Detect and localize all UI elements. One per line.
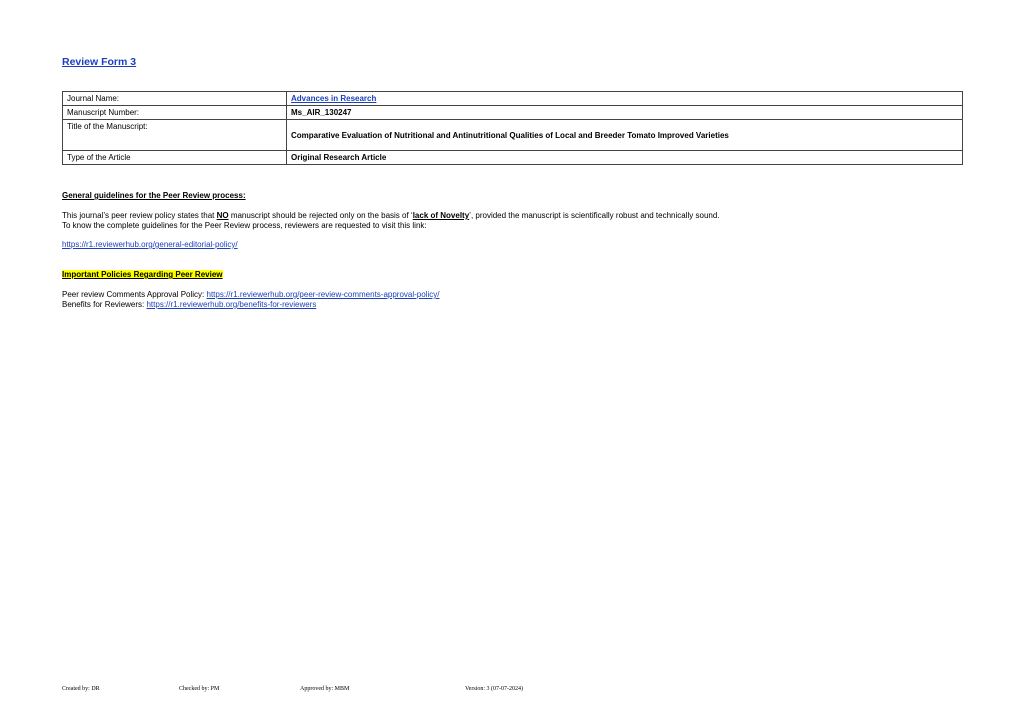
novelty-emphasis: lack of Novelty xyxy=(412,211,470,220)
journal-name-label: Journal Name: xyxy=(63,92,287,106)
guidelines-paragraph xyxy=(62,211,720,231)
manuscript-number-value: Ms_AIR_130247 xyxy=(287,106,963,120)
approval-policy-link[interactable]: https://r1.reviewerhub.org/peer-review-comments-approval-policy/ xyxy=(206,290,440,299)
manuscript-title-label: Title of the Manuscript: xyxy=(63,120,287,151)
article-type-label: Type of the Article xyxy=(63,151,287,165)
article-type-value: Original Research Article xyxy=(287,151,963,165)
table-row xyxy=(63,120,963,151)
benefits-label: Benefits for Reviewers: xyxy=(62,300,147,309)
footer-approved: Approved by: MBM xyxy=(300,686,350,692)
guidelines-heading: General guidelines for the Peer Review process: xyxy=(62,191,246,200)
policies-heading-text: Important Policies Regarding Peer Review xyxy=(62,270,223,279)
guidelines-link-intro: To know the complete guidelines for the Peer Review process, reviewers are requested to visit this link: xyxy=(62,221,427,230)
manuscript-number-label: Manuscript Number: xyxy=(63,106,287,120)
journal-name-link[interactable]: Advances in Research xyxy=(291,94,377,103)
manuscript-info-table xyxy=(62,91,963,165)
policies-paragraph xyxy=(62,290,439,310)
no-emphasis: NO xyxy=(216,211,229,220)
guidelines-text: This journal’s peer review policy states that xyxy=(62,211,217,220)
table-row xyxy=(63,92,963,106)
benefits-link[interactable]: https://r1.reviewerhub.org/benefits-for-reviewers xyxy=(146,300,317,309)
footer-created: Created by: DR xyxy=(62,686,100,692)
form-title: Review Form 3 xyxy=(62,56,137,68)
footer-version: Version: 3 (07-07-2024) xyxy=(465,686,523,692)
table-row xyxy=(63,106,963,120)
editorial-policy-link[interactable]: https://r1.reviewerhub.org/general-editorial-policy/ xyxy=(62,240,238,249)
guidelines-text: manuscript should be rejected only on the basis of ‘ xyxy=(228,211,413,220)
table-row xyxy=(63,151,963,165)
policies-heading xyxy=(62,270,223,279)
approval-policy-label: Peer review Comments Approval Policy: xyxy=(62,290,207,299)
footer-checked: Checked by: PM xyxy=(179,686,220,692)
guidelines-text: ’, provided the manuscript is scientifically robust and technically sound. xyxy=(469,211,720,220)
manuscript-title-value: Comparative Evaluation of Nutritional and Antinutritional Qualities of Local and Breeder Tomato Improved Varieties xyxy=(287,120,963,151)
